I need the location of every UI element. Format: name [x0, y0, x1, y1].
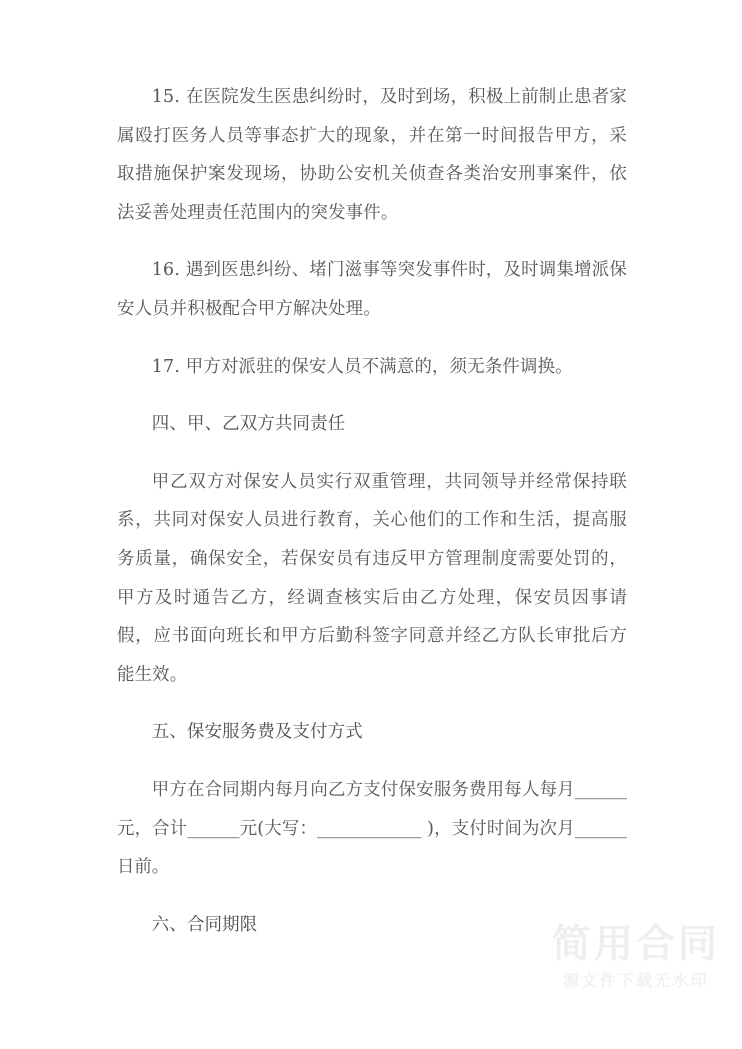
section-four-heading: 四、甲、乙双方共同责任: [151, 414, 346, 435]
watermark-brand-text: 简用合同: [551, 922, 720, 968]
section-four-body: 甲乙双方对保安人员实行双重管理，共同领导并经常保持联系，共同对保安人员进行教育，关心他们的工作和生活，提高服务质量，确保安全，若保安员有违反甲方管理制度需要处罚的，甲方及时通告乙方，经调查核实后由乙方处理，保安员因事请假，应书面向班长和甲方后勤科签字同意并经乙方队长审批后方能生效。: [117, 471, 627, 685]
watermark-tagline-text: 源文件下载无水印: [563, 971, 709, 990]
clause-16: 16. 遇到医患纠纷、堵门滋事等突发事件时，及时调集增派保安人员并积极配合甲方解决处理。: [117, 260, 627, 319]
document-text-body: [117, 78, 627, 963]
clause-15: 15. 在医院发生医患纠纷时，及时到场，积极上前制止患者家属殴打医务人员等事态扩大的现象，并在第一时间报告甲方，采取措施保护案发现场，协助公安机关侦查各类治安刑事案件，依法妥善处理责任范围内的突发事件。: [117, 87, 627, 223]
clause-17: 17. 甲方对派驻的保安人员不满意的，须无条件调换。: [151, 356, 573, 377]
section-five-body: 甲方在合同期内每月向乙方支付保安服务费用每人每月______元，合计______元(大写：____________ )，支付时间为次月______日前。: [117, 779, 627, 878]
section-six-heading: 六、合同期限: [151, 914, 258, 935]
section-five-heading: 五、保安服务费及支付方式: [151, 722, 363, 743]
